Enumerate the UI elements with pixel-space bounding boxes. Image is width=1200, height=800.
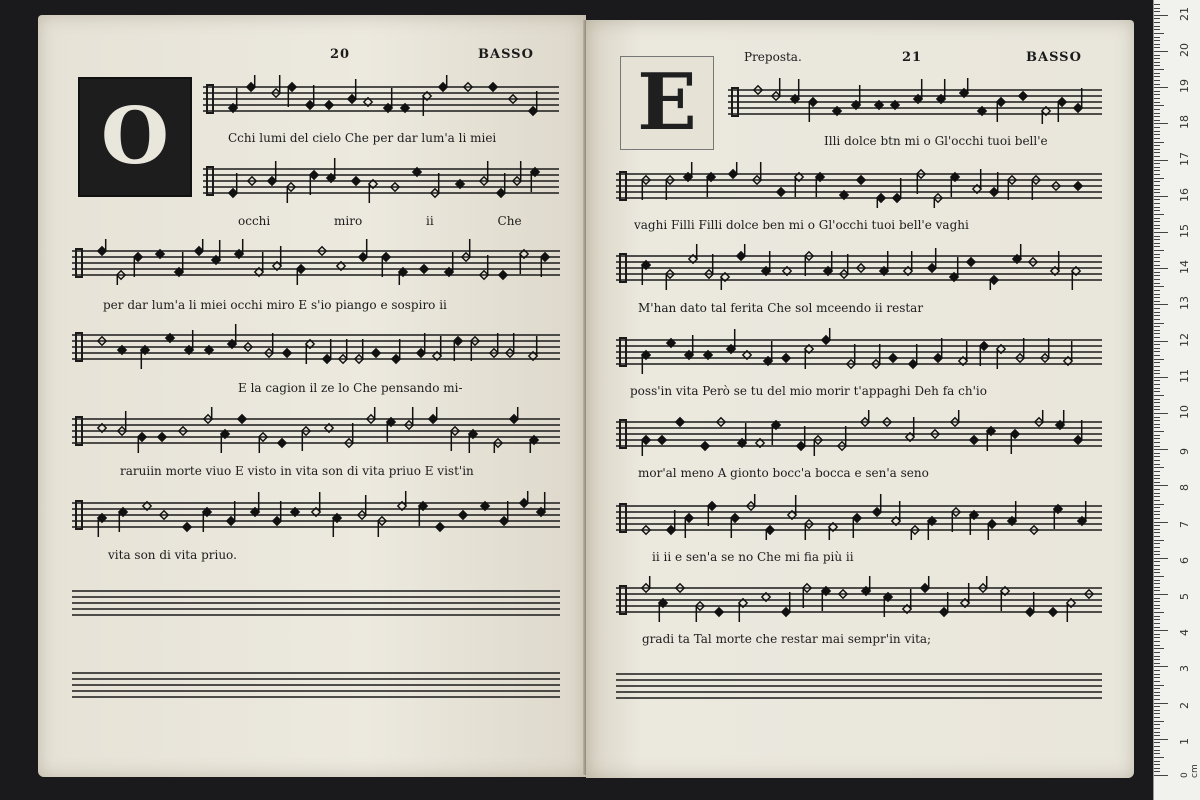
ruler-tick [1154,15,1168,16]
ruler-tick [1154,98,1160,99]
ruler-tick [1154,348,1160,349]
ruler-tick [1154,388,1160,389]
ruler-tick [1154,522,1168,523]
ruler-tick [1154,123,1168,124]
ruler-tick [1154,634,1160,635]
ruler-tick [1154,518,1160,519]
ruler-tick [1154,547,1160,548]
ruler-tick [1154,427,1160,428]
ruler-tick [1154,47,1160,48]
ruler-tick [1154,590,1160,591]
ruler-tick [1154,504,1164,505]
ruler-tick [1154,254,1160,255]
ruler-tick [1154,742,1160,743]
ruler-tick [1154,395,1164,396]
ruler-tick [1154,713,1160,714]
ruler-tick [1154,272,1160,273]
ruler-tick [1154,558,1168,559]
ruler-tick [1154,373,1160,374]
ruler-tick [1154,424,1160,425]
ruler-tick [1154,131,1160,132]
ruler-cm-label: 7 [1178,520,1191,528]
left-voice-label: BASSO [478,47,534,62]
ruler-tick [1154,493,1160,494]
right-staff [616,160,1102,210]
ruler-tick [1154,94,1160,95]
ruler-tick [1154,4,1160,5]
ruler-tick [1154,152,1160,153]
ruler-cm-label: 15 [1178,224,1191,238]
ruler-tick [1154,420,1160,421]
right-lyric-line: M'han dato tal ferita Che sol mceendo ii restar [638,301,924,315]
left-lyric-line: per dar lum'a li miei occhi miro E s'io piango e sospiro ii [103,298,447,312]
ruler-tick [1154,73,1160,74]
ruler-cm-label: 5 [1178,593,1191,600]
ruler-tick [1154,384,1160,385]
ruler-tick [1154,283,1160,284]
right-staff [616,574,1102,624]
ruler-tick [1154,22,1160,23]
ruler-tick [1154,652,1160,653]
ruler-tick [1154,619,1160,620]
ruler-tick [1154,768,1160,769]
ruler-tick [1154,221,1160,222]
ruler-tick [1154,330,1160,331]
right-staff [616,492,1102,542]
ruler-cm-label: 18 [1178,115,1191,130]
left-page-number: 20 [330,47,351,62]
ruler-tick [1154,218,1160,219]
ruler-tick [1154,706,1160,707]
ruler-cm-label: 17 [1178,151,1191,166]
ruler-tick [1154,134,1160,135]
ruler-tick [1154,261,1160,262]
ruler-tick [1154,757,1164,758]
ruler-tick [1154,8,1160,9]
ruler-tick [1154,511,1160,512]
ruler-tick [1154,163,1160,164]
ruler-tick [1154,145,1160,146]
left-staff [203,155,559,205]
ruler-tick [1154,138,1160,139]
ruler-tick [1154,214,1164,215]
ruler-tick [1154,29,1160,30]
right-page-number: 21 [902,50,923,65]
ruler-tick [1154,482,1160,483]
left-lyric-line: E la cagion il ze lo Che pensando mi- [238,381,463,395]
ruler-tick [1154,598,1160,599]
measurement-ruler [1153,0,1200,800]
ruler-tick [1154,362,1160,363]
ruler-tick [1154,26,1160,27]
ruler-tick [1154,62,1160,63]
ruler-tick [1154,337,1160,338]
ruler-tick [1154,681,1160,682]
ruler-tick [1154,580,1160,581]
ruler-tick [1154,142,1164,143]
ruler-cm-label: 11 [1178,368,1191,383]
ruler-tick [1154,540,1164,541]
ruler-tick [1154,543,1160,544]
ruler-cm-label: 8 [1178,484,1191,492]
ruler-tick [1154,120,1160,121]
ruler-tick [1154,525,1160,526]
left-staff [72,405,560,455]
ruler-tick [1154,496,1160,497]
ruler-tick [1154,333,1160,334]
ruler-tick [1154,471,1160,472]
ruler-unit-label: 0 cm [1180,764,1200,778]
ruler-cm-label: 6 [1178,556,1191,564]
ruler-tick [1154,243,1160,244]
ruler-tick [1154,268,1168,269]
ruler-tick [1154,174,1160,175]
ruler-tick [1154,771,1160,772]
ruler-tick [1154,294,1160,295]
right-staff [728,76,1102,126]
ruler-tick [1154,489,1160,490]
ruler-tick [1154,460,1160,461]
ruler-tick [1154,167,1160,168]
ruler-tick [1154,84,1160,85]
ruler-tick [1154,33,1164,34]
ruler-tick [1154,449,1168,450]
ruler-tick [1154,572,1160,573]
ruler-tick [1154,569,1160,570]
ruler-tick [1154,178,1164,179]
right-staff [616,242,1102,292]
left-lyric-line: Cchi lumi del cielo Che per dar lum'a li miei [228,131,497,145]
ruler-cm-label: 19 [1178,79,1191,94]
ruler-tick [1154,464,1160,465]
left-staff [72,489,560,539]
ruler-tick [1154,344,1160,345]
ruler-tick [1154,160,1168,161]
ruler-cm-label: 14 [1178,260,1191,275]
right-lyric-line: poss'in vita Però se tu del mio morir t'appaghi Deh fa ch'io [630,384,987,398]
ruler-tick [1154,109,1160,110]
ruler-tick [1154,685,1164,686]
ruler-tick [1154,565,1160,566]
ruler-tick [1154,594,1168,595]
ruler-tick [1154,51,1168,52]
ruler-tick [1154,87,1168,88]
right-section-label: Preposta. [744,50,802,64]
ruler-cm-label: 4 [1178,629,1191,637]
ruler-tick [1154,659,1160,660]
ruler-tick [1154,536,1160,537]
decorated-initial-o: O [78,77,192,197]
ruler-tick [1154,688,1160,689]
ruler-cm-label: 3 [1178,665,1191,673]
ruler-tick [1154,246,1160,247]
ruler-tick [1154,355,1160,356]
ruler-tick [1154,399,1160,400]
right-lyric-line: Illi dolce btn mi o Gl'occhi tuoi bell'e [824,134,1048,148]
ruler-tick [1154,11,1160,12]
ruler-tick [1154,406,1160,407]
ruler-tick [1154,532,1160,533]
ruler-tick [1154,554,1160,555]
ruler-tick [1154,308,1160,309]
right-lyric-line: ii ii e sen'a se no Che mi fia più ii [652,550,854,564]
ruler-tick [1154,641,1160,642]
ruler-tick [1154,113,1160,114]
ruler-tick [1154,44,1160,45]
ruler-tick [1154,529,1160,530]
ruler-tick [1154,80,1160,81]
ruler-tick [1154,674,1160,675]
ruler-tick [1154,18,1160,19]
ruler-tick [1154,670,1160,671]
ruler-cm-label: 2 [1178,701,1191,709]
ruler-tick [1154,37,1160,38]
left-staff [203,73,559,123]
ruler-tick [1154,391,1160,392]
left-lyric-line: raruiin morte viuo E visto in vita son di vita priuo E vist'in [120,464,474,478]
right-voice-label: BASSO [1026,50,1082,65]
ruler-tick [1154,431,1164,432]
left-lyric-line: occhi miro ii Che [238,214,522,228]
ruler-tick [1154,648,1164,649]
ruler-tick [1154,561,1160,562]
ruler-tick [1154,250,1164,251]
ruler-tick [1154,750,1160,751]
ruler-tick [1154,630,1168,631]
ruler-tick [1154,203,1160,204]
ruler-tick [1154,616,1160,617]
ruler-tick [1154,192,1160,193]
ruler-tick [1154,232,1168,233]
ruler-tick [1154,753,1160,754]
ruler-tick [1154,58,1160,59]
ruler-tick [1154,435,1160,436]
ruler-cm-label: 16 [1178,187,1191,202]
ruler-tick [1154,402,1160,403]
ruler-tick [1154,290,1160,291]
ruler-tick [1154,297,1160,298]
ruler-tick [1154,666,1168,667]
ruler-tick [1154,170,1160,171]
left-staff [72,321,560,371]
ruler-tick [1154,637,1160,638]
ruler-tick [1154,210,1160,211]
ruler-tick [1154,189,1160,190]
ruler-tick [1154,91,1160,92]
ruler-cm-label: 9 [1178,448,1191,456]
ruler-tick [1154,326,1160,327]
ruler-tick [1154,703,1168,704]
right-lyric-line: gradi ta Tal morte che restar mai sempr'in vita; [642,632,932,646]
ruler-tick [1154,514,1160,515]
ruler-tick [1154,456,1160,457]
ruler-tick [1154,724,1160,725]
ruler-tick [1154,478,1160,479]
ruler-tick [1154,739,1168,740]
ruler-tick [1154,196,1168,197]
ruler-tick [1154,735,1160,736]
right-lyric-line: vaghi Filli Filli dolce ben mi o Gl'occhi tuoi bell'e vaghi [634,218,969,232]
ruler-tick [1154,40,1160,41]
ruler-tick [1154,207,1160,208]
ruler-tick [1154,149,1160,150]
ruler-cm-label: 12 [1178,332,1191,347]
ruler-tick [1154,475,1160,476]
ruler-tick [1154,627,1160,628]
ruler-tick [1154,587,1160,588]
ruler-tick [1154,239,1160,240]
ruler-tick [1154,76,1160,77]
ruler-tick [1154,692,1160,693]
ruler-tick [1154,485,1168,486]
ruler-tick [1154,228,1160,229]
ruler-tick [1154,199,1160,200]
ruler-tick [1154,764,1160,765]
ruler-tick [1154,377,1168,378]
left-staff [72,237,560,287]
ruler-tick [1154,351,1160,352]
ruler-tick [1154,116,1160,117]
left-empty-staff [72,577,560,627]
ruler-cm-label: 10 [1178,405,1191,419]
ruler-cm-label: 21 [1178,6,1191,21]
ruler-tick [1154,413,1168,414]
ruler-tick [1154,442,1160,443]
ruler-tick [1154,699,1160,700]
decorated-initial-e: E [620,56,714,150]
ruler-tick [1154,301,1160,302]
ruler-tick [1154,185,1160,186]
ruler-tick [1154,663,1160,664]
right-empty-staff [616,660,1102,710]
left-lyric-line: vita son di vita priuo. [108,548,237,562]
ruler-tick [1154,467,1164,468]
ruler-tick [1154,341,1168,342]
ruler-cm-label: 1 [1178,737,1191,745]
ruler-tick [1154,65,1160,66]
right-page [586,20,1134,778]
ruler-tick [1154,601,1160,602]
ruler-tick [1154,102,1160,103]
ruler-tick [1154,156,1160,157]
ruler-tick [1154,623,1160,624]
ruler-tick [1154,319,1160,320]
ruler-tick [1154,500,1160,501]
ruler-cm-label: 13 [1178,296,1191,311]
ruler-tick [1154,323,1164,324]
ruler-tick [1154,236,1160,237]
ruler-tick [1154,366,1160,367]
ruler-tick [1154,265,1160,266]
ruler-tick [1154,69,1164,70]
ruler-tick [1154,746,1160,747]
ruler-tick [1154,775,1168,776]
left-empty-staff [72,659,560,709]
ruler-tick [1154,728,1160,729]
ruler-cm-label: 20 [1178,43,1191,57]
ruler-tick [1154,608,1160,609]
ruler-tick [1154,409,1160,410]
ruler-tick [1154,551,1160,552]
ruler-tick [1154,656,1160,657]
ruler-tick [1154,275,1160,276]
right-lyric-line: mor'al meno A gionto bocc'a bocca e sen'a seno [638,466,929,480]
ruler-tick [1154,312,1160,313]
ruler-tick [1154,677,1160,678]
ruler-tick [1154,380,1160,381]
ruler-tick [1154,761,1160,762]
ruler-tick [1154,438,1160,439]
ruler-tick [1154,576,1164,577]
ruler-tick [1154,605,1160,606]
ruler-tick [1154,370,1160,371]
ruler-tick [1154,453,1160,454]
ruler-tick [1154,225,1160,226]
ruler-tick [1154,105,1164,106]
ruler-tick [1154,695,1160,696]
ruler-tick [1154,359,1164,360]
ruler-tick [1154,257,1160,258]
ruler-tick [1154,583,1160,584]
ruler-tick [1154,710,1160,711]
left-page [38,15,586,777]
ruler-tick [1154,717,1160,718]
ruler-tick [1154,446,1160,447]
ruler-tick [1154,181,1160,182]
ruler-tick [1154,732,1160,733]
ruler-tick [1154,55,1160,56]
ruler-tick [1154,612,1164,613]
ruler-tick [1154,507,1160,508]
ruler-tick [1154,417,1160,418]
ruler-tick [1154,286,1164,287]
ruler-tick [1154,304,1168,305]
ruler-tick [1154,721,1164,722]
ruler-tick [1154,315,1160,316]
ruler-tick [1154,279,1160,280]
ruler-tick [1154,127,1160,128]
ruler-tick [1154,645,1160,646]
right-staff [616,326,1102,376]
right-staff [616,408,1102,458]
